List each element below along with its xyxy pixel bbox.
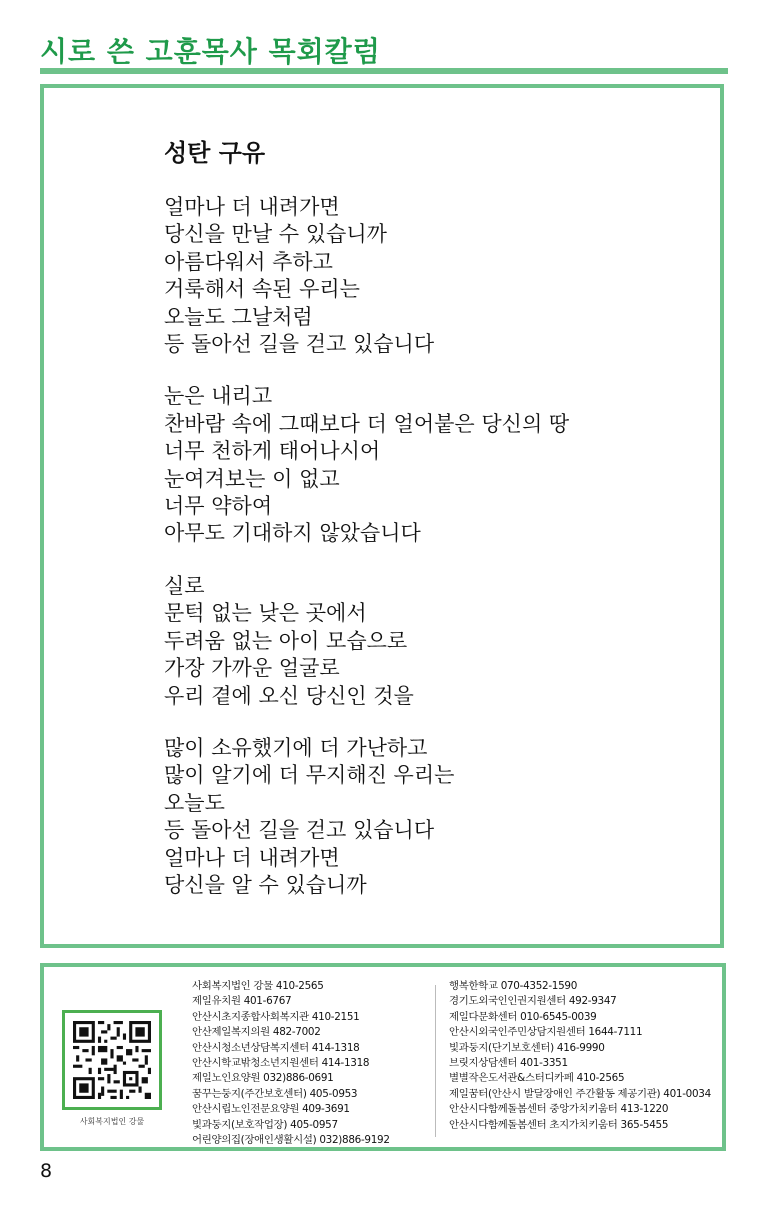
poem-line: 오늘도 — [164, 790, 225, 815]
poem-line: 아름다워서 추하고 — [164, 249, 333, 274]
poem-stanza — [164, 194, 569, 358]
poem-title: 성탄 구유 — [164, 139, 266, 167]
contact-item: 제일다문화센터 010-6545-0039 — [449, 1010, 597, 1023]
poem-line: 많이 알기에 더 무지해진 우리는 — [164, 763, 455, 788]
poem-line: 우리 곁에 오신 당신인 것을 — [164, 683, 414, 708]
contact-item: 안산시초지종합사회복지관 410-2151 — [192, 1010, 360, 1023]
contact-item: 안산시학교밖청소년지원센터 414-1318 — [192, 1057, 370, 1070]
column-title: 시로 쓴 고훈목사 목회칼럼 — [40, 35, 381, 68]
poem-stanza — [164, 735, 569, 899]
poem-line: 많이 소유했기에 더 가난하고 — [164, 735, 428, 760]
poem-line: 거룩해서 속된 우리는 — [164, 277, 360, 302]
page-number: 8 — [40, 1160, 53, 1182]
contact-item: 안산시외국인주민상담지원센터 1644-7111 — [449, 1026, 643, 1039]
contact-item: 어린양의집(장애인생활시설) 032)886-9192 — [192, 1134, 390, 1147]
contact-item: 안산시립노인전문요양원 409-3691 — [192, 1103, 350, 1116]
contact-list-right — [449, 979, 711, 1133]
contact-list-left — [192, 979, 390, 1148]
contact-item: 경기도외국인인권지원센터 492-9347 — [449, 995, 617, 1008]
poem-line: 당신을 알 수 있습니까 — [164, 872, 367, 897]
contact-item: 안산시다함께돌봄센터 초지가치키움터 365-5455 — [449, 1118, 669, 1131]
poem-line: 얼마나 더 내려가면 — [164, 195, 340, 219]
poem-line: 실로 — [164, 573, 205, 598]
contact-item: 행복한학교 070-4352-1590 — [449, 980, 578, 992]
contact-item: 안산시청소년상담복지센터 414-1318 — [192, 1041, 360, 1054]
contact-item: 빛과둥지(단기보호센터) 416-9990 — [449, 1041, 605, 1054]
poem-frame — [40, 84, 724, 948]
contact-item: 사회복지법인 강물 410-2565 — [192, 980, 324, 992]
contact-item: 안산시다함께돌봄센터 중앙가치키움터 413-1220 — [449, 1103, 669, 1116]
qr-caption: 사회복지법인 강물 — [79, 1117, 145, 1126]
qr-code[interactable] — [62, 1010, 162, 1110]
contact-item: 안산제일복지의원 482-7002 — [192, 1026, 321, 1039]
poem-line: 너무 천하게 태어나시어 — [164, 439, 381, 464]
qr-code-icon — [73, 1021, 151, 1099]
poem-line: 아무도 기대하지 않았습니다 — [164, 521, 421, 546]
poem-line: 등 돌아선 길을 걷고 있습니다 — [164, 332, 435, 357]
contact-item: 브릿지상담센터 401-3351 — [449, 1057, 568, 1070]
poem-line: 당신을 만날 수 있습니까 — [164, 222, 387, 247]
poem-line: 가장 가까운 얼굴로 — [164, 656, 340, 681]
contact-item: 제일노인요양원 032)886-0691 — [192, 1072, 334, 1085]
footer-contact-box — [40, 963, 726, 1151]
poem-line: 오늘도 그날처럼 — [164, 304, 313, 329]
contact-item: 제일꿈터(안산시 발달장애인 주간활동 제공기관) 401-0034 — [449, 1087, 711, 1100]
poem-line: 눈여겨보는 이 없고 — [164, 466, 340, 491]
poem-line: 눈은 내리고 — [164, 384, 273, 409]
poem-line: 얼마나 더 내려가면 — [164, 845, 340, 870]
contact-item: 꿈꾸는둥지(주간보호센터) 405-0953 — [192, 1087, 358, 1100]
poem-line: 너무 약하여 — [164, 494, 273, 519]
poem-line: 두려움 없는 아이 모습으로 — [164, 628, 408, 653]
contact-item: 별별작은도서관&스터디카페 410-2565 — [449, 1072, 625, 1085]
poem-line: 문턱 없는 낮은 곳에서 — [164, 601, 367, 626]
contact-item: 빛과둥지(보호작업장) 405-0957 — [192, 1118, 338, 1131]
poem-stanza — [164, 383, 569, 547]
contact-item: 제일유치원 401-6767 — [192, 995, 292, 1008]
poem-line: 등 돌아선 길을 걷고 있습니다 — [164, 818, 435, 843]
header-divider — [40, 68, 728, 74]
poem-body — [164, 194, 569, 924]
poem-line: 찬바람 속에 그때보다 더 얼어붙은 당신의 땅 — [164, 411, 570, 436]
column-divider — [435, 985, 436, 1137]
poem-stanza — [164, 573, 569, 710]
